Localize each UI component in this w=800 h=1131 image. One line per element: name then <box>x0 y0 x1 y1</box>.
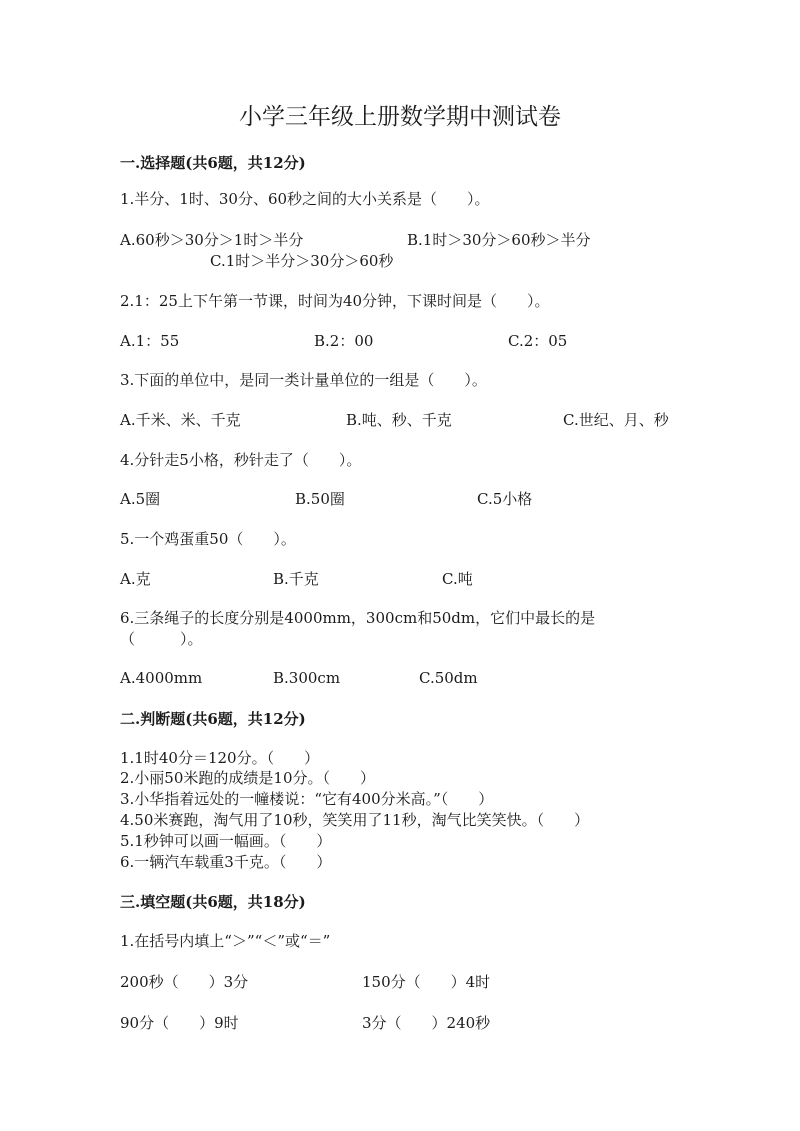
option-c: C.50dm <box>419 669 478 687</box>
question-stem-continued: （ ）。 <box>120 630 203 648</box>
option-a: A.千米、米、千克 <box>120 411 241 429</box>
section-heading-judgement: 二.判断题(共6题，共12分) <box>120 710 306 728</box>
option-a: A.克 <box>120 570 151 588</box>
option-b: B.50圈 <box>295 490 345 508</box>
option-b: B.吨、秒、千克 <box>346 411 452 429</box>
question-stem: 6.三条绳子的长度分别是4000mm，300cm和50dm，它们中最长的是 <box>120 609 596 627</box>
question-stem: 5.一个鸡蛋重50（ ）。 <box>120 530 296 548</box>
option-b: B.300cm <box>273 669 341 687</box>
judgement-item: 1.1时40分＝120分。（ ） <box>120 749 320 767</box>
comparison-item: 200秒（ ）3分 <box>120 973 249 991</box>
question-stem: 4.分针走5小格，秒针走了（ ）。 <box>120 451 362 469</box>
section-heading-choice: 一.选择题(共6题，共12分) <box>120 154 306 172</box>
option-b: B.千克 <box>273 570 319 588</box>
section-heading-fill-blank: 三.填空题(共6题，共18分) <box>120 893 306 911</box>
comparison-item: 150分（ ）4时 <box>362 973 491 991</box>
option-b: B.2：00 <box>314 332 374 350</box>
option-c: C.1时＞半分＞30分＞60秒 <box>210 252 394 270</box>
option-b: B.1时＞30分＞60秒＞半分 <box>407 231 591 249</box>
question-stem: 1.在括号内填上“＞”“＜”或“＝” <box>120 932 331 950</box>
option-a: A.5圈 <box>120 490 161 508</box>
option-a: A.4000mm <box>120 669 203 687</box>
question-stem: 1.半分、1时、30分、60秒之间的大小关系是（ ）。 <box>120 190 490 208</box>
option-c: C.5小格 <box>477 490 533 508</box>
comparison-item: 3分（ ）240秒 <box>362 1014 491 1032</box>
option-c: C.吨 <box>442 570 473 588</box>
judgement-item: 4.50米赛跑，淘气用了10秒，笑笑用了11秒，淘气比笑笑快。（ ） <box>120 811 590 829</box>
option-a: A.60秒＞30分＞1时＞半分 <box>120 231 304 249</box>
option-a: A.1：55 <box>120 332 180 350</box>
judgement-item: 3.小华指着远处的一幢楼说：“它有400分米高。”（ ） <box>120 790 494 808</box>
question-stem: 2.1：25上下午第一节课，时间为40分钟，下课时间是（ ）。 <box>120 292 550 310</box>
page-title: 小学三年级上册数学期中测试卷 <box>239 104 561 130</box>
judgement-item: 5.1秒钟可以画一幅画。（ ） <box>120 832 332 850</box>
option-c: C.2：05 <box>508 332 568 350</box>
option-c: C.世纪、月、秒 <box>563 411 669 429</box>
judgement-item: 6.一辆汽车载重3千克。（ ） <box>120 853 332 871</box>
comparison-item: 90分（ ）9时 <box>120 1014 239 1032</box>
question-stem: 3.下面的单位中，是同一类计量单位的一组是（ ）。 <box>120 371 487 389</box>
judgement-item: 2.小丽50米跑的成绩是10分。（ ） <box>120 769 375 787</box>
